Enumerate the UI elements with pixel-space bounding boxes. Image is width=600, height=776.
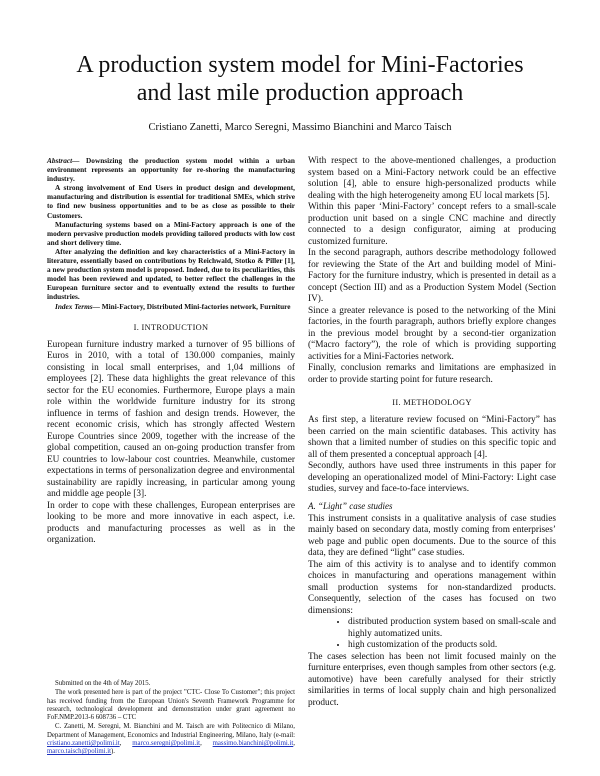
subsection-heading-light-case-studies: A. “Light” case studies <box>308 500 393 511</box>
affiliation-text: C. Zanetti, M. Seregni, M. Bianchini and M. Taisch are with Politecnico di Milano, Department of Management, Economics and Industrial Engineering, Milano, Italy (e-mail: <box>47 723 295 739</box>
abstract <box>47 156 295 311</box>
right-paragraph-3: In the second paragraph, authors describe methodology followed for reviewing the State of the Art and building model of Mini-Factory for the furniture industry, which is presented in detail as a concept (Section III) and as a Production System Model (Section IV). <box>308 248 556 304</box>
intro-paragraph-2: In order to cope with these challenges, European enterprises are looking to be more and more innovative in each aspect, i.e. products and manufacturing processes as well as in the organization. <box>47 500 295 546</box>
author-list: Cristiano Zanetti, Marco Seregni, Massimo Bianchini and Marco Taisch <box>148 122 452 133</box>
affiliation-end: ). <box>111 748 115 756</box>
methodology-paragraph-2: Secondly, authors have used three instruments in this paper for developing an operationalized model of Mini-Factory: Light case studies, survey and face-to-face interviews. <box>308 461 556 494</box>
abstract-paragraph-3: Manufacturing systems based on a Mini-Factory approach is one of the modern pervasive production models providing tailored products with low cost and short delivery time. <box>47 219 295 247</box>
dimension-item-distributed: • distributed production system based on small-scale and highly automatized units. <box>348 617 556 640</box>
index-terms-text: Mini-Factory, Distributed Mini-factories network, Furniture <box>99 301 291 311</box>
paper-title <box>40 51 560 107</box>
footnote-affiliation: C. Zanetti, M. Seregni, M. Bianchini and M. Taisch are with Politecnico di Milano, Department of Management, Economics and Industrial Engineering, Milano, Italy (e-mail: cristiano.zanetti@polimi.it, marco.seregni@polimi.it, massimo.bianchini@polimi.it, marco.taisch@polimi.it). <box>47 723 295 756</box>
index-terms <box>47 302 295 311</box>
case-studies-paragraph-1: This instrument consists in a qualitative analysis of case studies mainly based on secondary data, mostly coming from enterprises’ web page and public open documents. Due to the source of this data, they are defined “light” case studies. <box>308 513 556 558</box>
case-studies-paragraph-2: The aim of this activity is to analyse and to identify common choices in manufacturing and operations management within small production systems for non-standardized products. Consequently, selection of the cases has focused on two dimensions: <box>308 559 556 616</box>
right-paragraph-2: Within this paper ‘Mini-Factory’ concept refers to a small-scale production unit based on a single CNC machine and directly connected to a design configurator, aiming at producing customized furniture. <box>308 202 556 247</box>
email-link-zanetti[interactable]: cristiano.zanetti@polimi.it <box>47 740 120 748</box>
footnote-funding: The work presented here is part of the project "CTC- Close To Customer"; this project has received funding from the European Union's Seventh Framework Programme for research, technological development and demonstration under grant agreement no FoF.NMP.2013-6 608736 – CTC <box>47 689 295 722</box>
right-paragraph-4: Since a greater relevance is posed to the networking of the Mini factories, in the fourth paragraph, authors briefly explore changes in the previous model brought by a second-tier organization (“Macro factory”), the role of which is providing supporting activities for a Mini-Factories network. <box>308 305 556 362</box>
intro-paragraph-1: European furniture industry marked a turnover of 95 billions of Euros in 2010, with a total of 130.000 companies, mainly consisting in local small enterprises, and 1,04 millions of employees [2]. These data highlights the great relevance of this sector for the EU economies. Furthermore, Europe plays a main role within the worldwide furniture industry for its strong influence in terms of fashion and design trends. However, the recent economic crisis, which has strongly affected Western Europe Countries since 2009, together with the increase of the global competition, caused an on-going production transfer from EU countries to low-labour cost countries. Meanwhile, customer expectations in terms of personalization degree and environmental sustainability are rapidly increasing, in particular among young and middle age people [3]. <box>47 339 295 500</box>
index-terms-label: Index Terms— <box>55 301 100 311</box>
right-paragraph-5: Finally, conclusion remarks and limitations are emphasized in order to provide starting point for future research. <box>308 363 556 385</box>
methodology-body <box>308 415 556 496</box>
right-column <box>308 156 556 709</box>
introduction-body <box>47 340 295 547</box>
dimension-list <box>308 617 556 652</box>
case-studies-paragraph-3: The cases selection has been not limit focused mainly on the furniture enterprises, even though samples from other sectors (e.g. automotive) have been carefully analysed for their strictly similarities in terms of local supply chain and high personalized product. <box>308 651 556 708</box>
right-intro-body <box>308 156 556 386</box>
case-studies-body <box>308 514 556 710</box>
dimension-item-customization: • high customization of the products sold. <box>348 640 556 652</box>
footnote-submitted: Submitted on the 4th of May 2015. <box>55 680 151 687</box>
abstract-lead: Abstract— <box>47 156 80 165</box>
abstract-text-1: Downsizing the production system model within a urban environment represents an opportunity for re-shoring the manufacturing industry. <box>47 156 295 184</box>
abstract-paragraph-2: A strong involvement of End Users in product design and development, manufacturing and distribution is essential for traditional SMEs, which strive to find new business opportunities and to be as close as possible to their Customers. <box>47 183 295 220</box>
email-link-bianchini[interactable]: massimo.bianchini@polimi.it <box>212 740 294 748</box>
abstract-paragraph-1 <box>47 156 295 183</box>
left-column <box>47 156 295 547</box>
email-link-seregni[interactable]: marco.seregni@polimi.it <box>132 740 201 748</box>
email-link-taisch[interactable]: marco.taisch@polimi.it <box>47 748 112 756</box>
footnotes <box>47 680 295 758</box>
section-heading-introduction: I. INTRODUCTION <box>133 322 209 332</box>
section-heading-methodology: II. METHODOLOGY <box>392 398 472 407</box>
right-paragraph-1: With respect to the above-mentioned challenges, a production system based on a Mini-Factory network could be an effective solution [4], able to ensure high-personalized products while dealing with the high heterogeneity among EU local markets [5]. <box>308 156 556 201</box>
abstract-paragraph-4: After analyzing the definition and key characteristics of a Mini-Factory in literature, essentially based on contributions by Reichwald, Stotko & Piller [1], a new production system model is proposed. Indeed, due to its peculiarities, this model has been reviewed and updated, to better reflect the challenges in the European furniture sector and to eventually extend the results to further industries. <box>47 246 295 302</box>
methodology-paragraph-1: As first step, a literature review focused on “Mini-Factory” has been carried on the main scientific databases. This activity has shown that a limited number of studies on this specific topic and all of them presented a conceptual approach [4]. <box>308 415 556 460</box>
title-line-1: A production system model for Mini-Factories <box>76 52 524 78</box>
title-line-2: and last mile production approach <box>136 80 464 106</box>
